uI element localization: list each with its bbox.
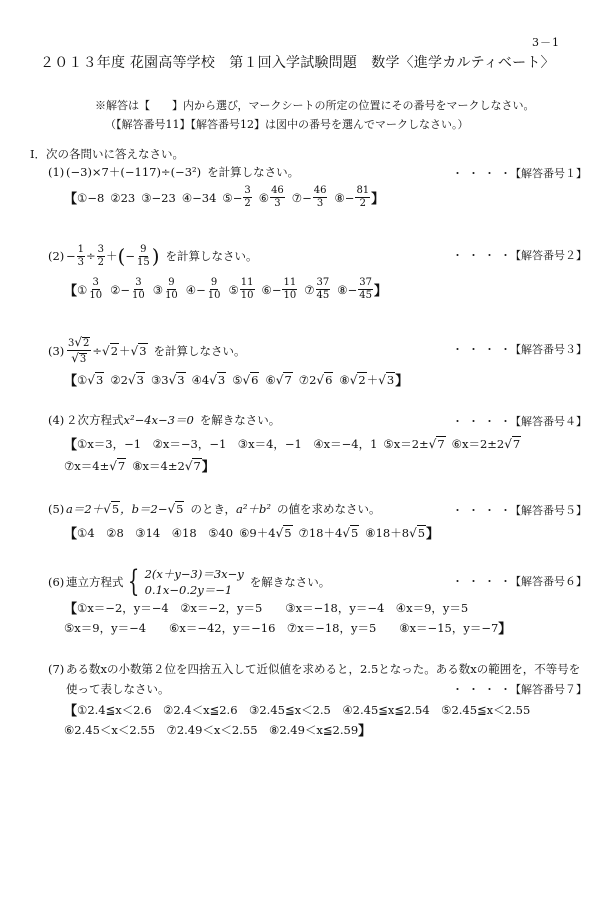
section-heading: Ⅰ．次の各問いに答えなさい。 — [30, 147, 185, 161]
question-5: (5) a＝2＋ √5 ，b＝2− √5 のとき， a²＋b² の値を求めなさい。 — [48, 502, 381, 516]
question-number: (4) — [48, 413, 65, 427]
leader-dots: ・・・・ — [452, 167, 516, 180]
answer-choices-2: ⑦x＝4± √7 ⑧x＝4±2 √7 】 — [64, 458, 215, 475]
choice-6: ⑥ — [258, 190, 270, 205]
instruction-note-2: （【解答番号11】【解答番号12】は図中の番号を選んでマークしなさい。） — [105, 118, 469, 131]
choice-8: ⑧− — [334, 190, 355, 205]
answer-choices: 【 ①x＝3，−1 ②x＝−3，−1 ③x＝4，−1 ④x＝−4，1 ⑤x＝2± √7 ⑥x＝2±2 √7 — [64, 436, 521, 453]
choice-5: ⑤− — [222, 190, 243, 205]
leader-dots: ・・・・ — [452, 415, 516, 428]
answer-choices: 【 ①4 ②8 ③14 ④18 ⑤40 ⑥9＋4 √5 ⑦18＋4 √5 ⑧18＋8 √5 】 — [64, 525, 440, 542]
choice-3: ③−23 — [141, 190, 176, 205]
question-instruction: を計算しなさい。 — [165, 249, 258, 263]
fraction: $\frac{11}{10}$ — [240, 277, 254, 301]
question-number: (5) — [48, 502, 65, 516]
answer-number-label: 【解答番号６】 — [510, 575, 587, 588]
question-number: (2) — [48, 249, 65, 263]
leader-dots: ・・・・ — [452, 575, 516, 588]
question-number: (7) — [48, 662, 65, 676]
choice-4: ④−34 — [181, 190, 217, 205]
question-number: (1) — [48, 165, 65, 179]
question-instruction: を解きなさい。 — [249, 575, 331, 589]
question-instruction: を計算しなさい。 — [153, 343, 246, 358]
choice-1: ①−8 — [77, 190, 105, 205]
question-expression: (−3)×7＋(−117)÷(−3²) — [66, 165, 202, 179]
answer-number-label: 【解答番号１】 — [510, 167, 587, 180]
fraction: $\frac{9}{10}$ — [207, 277, 221, 301]
fraction: $\frac{11}{10}$ — [283, 277, 297, 301]
answer-choices: 【 ①x＝−2，y＝−4 ②x＝−2，y＝5 ③x＝−18，y＝−4 ④x＝9，y＝5 — [64, 600, 469, 617]
question-number: (3) — [48, 343, 65, 358]
fraction: $\frac{9}{10}$ — [165, 277, 178, 301]
choice-2: ②23 — [110, 190, 136, 205]
leader-dots: ・・・・ — [452, 504, 516, 517]
instruction-note-1: ※解答は【 】内から選び，マークシートの所定の位置にその番号をマークしなさい。 — [95, 99, 535, 112]
fraction: $\frac{46}{3}$ — [313, 185, 327, 209]
answer-choices: 【 ① $\frac{3}{10}$ ②− $\frac{3}{10}$ ③ $\frac{9}{10}$ ④− $\frac{9}{10}$ ⑤ $\frac{11}{10}$ ⑥− $\frac{11}{10}$ ⑦ $\frac{37}{45}$ ⑧− $\frac{37}{45}$ 】 — [64, 277, 387, 301]
answer-number-label: 【解答番号５】 — [510, 504, 587, 517]
answer-choices: 【 ①2.4≦x＜2.6 ②2.4＜x≦2.6 ③2.45≦x＜2.5 ④2.45≦x≦2.54 ⑤2.45≦x＜2.55 — [64, 702, 531, 719]
fraction: $\frac{3}{10}$ — [132, 277, 145, 301]
equation-system: { 2(x＋y−3)＝3x−y 0.1x−0.2y＝−1 — [127, 564, 244, 599]
leader-dots: ・・・・ — [452, 683, 516, 696]
answer-number-label: 【解答番号３】 — [510, 343, 587, 356]
leader-dots: ・・・・ — [452, 343, 516, 356]
answer-choices: 【 ① √3 ② 2 √3 ③ 3 √3 ④ 4 √3 ⑤ √6 ⑥ √7 ⑦ 2 √6 ⑧ √2 ＋ √3 】 — [64, 372, 409, 389]
page-title: ２０１３年度 花園高等学校 第１回入学試験問題 数学〈進学カルティベート〉 — [40, 55, 555, 71]
fraction: $\frac{81}{2}$ — [356, 185, 370, 209]
question-4: (4) ２次方程式 x²−4x−3＝0 を解きなさい。 — [48, 413, 281, 427]
leader-dots: ・・・・ — [452, 249, 516, 262]
answer-choices-2: ⑤x＝9，y＝−4 ⑥x＝−42，y＝−16 ⑦x＝−18，y＝5 ⑧x＝−15，y＝−7 】 — [64, 620, 512, 637]
question-text: ある数xの小数第２位を四捨五入して近似値を求めると，2.5となった。ある数xの範囲を，不等号を — [66, 662, 581, 676]
question-2: (2) − $\frac{1}{3}$ ÷ $\frac{3}{2}$ ＋ ( − $\frac{9}{15}$ ) を計算しなさい。 — [48, 243, 258, 268]
fraction: $\frac{46}{3}$ — [271, 185, 284, 209]
fraction: $\frac{3}{10}$ — [89, 277, 103, 301]
question-text-continued: 使って表しなさい。 — [66, 682, 170, 696]
question-number: (6) — [48, 575, 65, 589]
fraction: $\frac{37}{45}$ — [359, 277, 372, 301]
question-1 — [48, 164, 299, 180]
fraction: $\frac{3}{2}$ — [244, 185, 251, 209]
page-number: 3－1 — [532, 36, 560, 49]
choice-7: ⑦− — [291, 190, 312, 205]
fraction: $\frac{3}{2}$ — [97, 243, 105, 268]
question-7 — [48, 661, 580, 677]
question-6: (6) 連立方程式 { 2(x＋y−3)＝3x−y 0.1x−0.2y＝−1 を解きなさい。 — [48, 564, 331, 599]
question-instruction: を計算しなさい。 — [207, 165, 300, 179]
answer-number-label: 【解答番号７】 — [510, 683, 587, 696]
question-instruction: を解きなさい。 — [199, 413, 281, 427]
fraction: $\frac{9}{15}$ — [136, 243, 150, 268]
fraction: $\frac{1}{3}$ — [77, 243, 85, 268]
question-expression: x²−4x−3＝0 — [123, 413, 194, 427]
fraction: $\frac{3√2}{√3}$ — [68, 335, 90, 365]
fraction: $\frac{37}{45}$ — [316, 277, 330, 301]
answer-choices: 【 ①−8 ②23 ③−23 ④−34 ⑤− $\frac{3}{2}$ ⑥ $\frac{46}{3}$ ⑦− $\frac{46}{3}$ ⑧− $\frac{81}{2}$ 】 — [64, 185, 385, 209]
question-instruction: の値を求めなさい。 — [276, 502, 381, 516]
answer-number-label: 【解答番号４】 — [510, 415, 587, 428]
answer-choices-2: ⑥2.45＜x＜2.55 ⑦2.49＜x＜2.55 ⑧2.49＜x≦2.59 】 — [64, 722, 372, 739]
answer-number-label: 【解答番号２】 — [510, 249, 587, 262]
question-3: (3) $\frac{3√2}{√3}$ ÷ √2 ＋ √3 を計算しなさい。 — [48, 335, 246, 365]
